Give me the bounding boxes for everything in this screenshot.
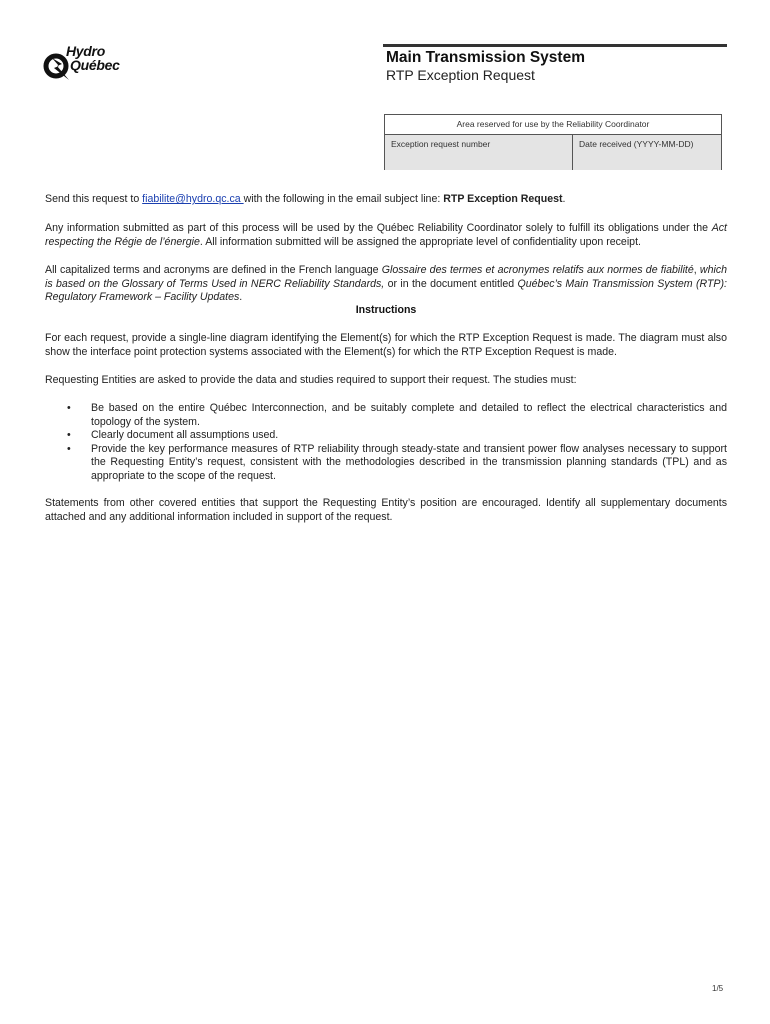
act-title: Act respecting the Régie de l’énergie: [45, 222, 727, 248]
exception-request-number-label: Exception request number: [391, 139, 491, 149]
regulatory-framework-title: Québec’s Main Transmission System (RTP): Regulatory Framework – Facility Updates: [45, 277, 727, 303]
document-title: Main Transmission System: [386, 49, 585, 66]
hydro-quebec-logo: [42, 44, 152, 84]
exception-request-number-field[interactable]: [385, 135, 573, 170]
email-link[interactable]: fiabilite@hydro.qc.ca: [142, 193, 244, 205]
reserved-area-heading: Area reserved for use by the Reliability Coordinator: [385, 115, 721, 135]
list-item: [45, 402, 727, 429]
definitions-paragraph: [45, 264, 727, 305]
reserved-area-box: [384, 114, 722, 170]
bullet-icon: •: [67, 429, 71, 441]
instructions-heading: Instructions: [355, 304, 417, 316]
list-item-text: Clearly document all assumptions used.: [91, 429, 279, 441]
p3-text-middle: or in the document entitled: [384, 277, 518, 290]
p3-text-end: .: [239, 291, 243, 303]
studies-requirements-list: [45, 402, 727, 483]
reserved-area-fields: [385, 135, 721, 170]
diagram-paragraph: For each request, provide a single-line diagram identifying the Element(s) for which the RTP Exception Request is made. The diagram must also show the interface point protection systems associated with the Element(s) for which the RTP Exception Request is made.: [45, 332, 727, 358]
date-received-field[interactable]: [573, 135, 721, 170]
list-item: [45, 429, 727, 443]
send-request-paragraph: [45, 193, 727, 207]
logo-line-1: Hydro: [66, 43, 105, 59]
bullet-icon: •: [67, 402, 71, 414]
studies-intro-paragraph: Requesting Entities are asked to provide the data and studies required to support their request. The studies must:: [45, 374, 577, 386]
p1-text-end: .: [562, 193, 566, 205]
document-subtitle: RTP Exception Request: [386, 67, 535, 83]
header-rule: [383, 44, 727, 47]
logo-wordmark: [66, 44, 120, 72]
p1-text-middle: with the following in the email subject line:: [243, 193, 444, 205]
date-received-label: Date received (YYYY-MM-DD): [579, 139, 694, 149]
p3-text-before: All capitalized terms and acronyms are defined in the French language: [45, 264, 382, 276]
list-item-text: Be based on the entire Québec Interconnection, and be suitably complete and detailed to reflect the electrical characteristics and topology of the system.: [91, 402, 727, 428]
logo-line-2: Québec: [70, 57, 120, 73]
glossary-basis: which is based on the Glossary of Terms Used in NERC Reliability Standards,: [45, 264, 728, 290]
list-item: [45, 443, 727, 484]
list-item-text: Provide the key performance measures of RTP reliability through steady-state and transient power flow analyses necessary to support the Requesting Entity’s request, consistent with the methodologies described in the transmission planning standards (TPL) and as appropriate to the scope of the request.: [91, 442, 727, 482]
p2-text-before: Any information submitted as part of this process will be used by the Québec Reliability Coordinator solely to fulfill its obligations under the: [45, 222, 712, 234]
p3-comma: ,: [693, 264, 700, 276]
p1-text-before: Send this request to: [45, 193, 143, 205]
p2-text-after: . All information submitted will be assigned the appropriate level of confidentiality upon receipt.: [199, 235, 641, 248]
glossaire-title: Glossaire des termes et acronymes relatifs aux normes de fiabilité: [381, 264, 694, 276]
confidentiality-paragraph: [45, 222, 727, 249]
bullet-icon: •: [67, 442, 71, 455]
page-number: 1/5: [712, 984, 724, 993]
supporting-statements-paragraph: Statements from other covered entities that support the Requesting Entity’s position are encouraged. Identify all supplementary documents attached and any additional information included in support of the request.: [45, 497, 727, 523]
email-subject-line: RTP Exception Request: [443, 193, 563, 205]
